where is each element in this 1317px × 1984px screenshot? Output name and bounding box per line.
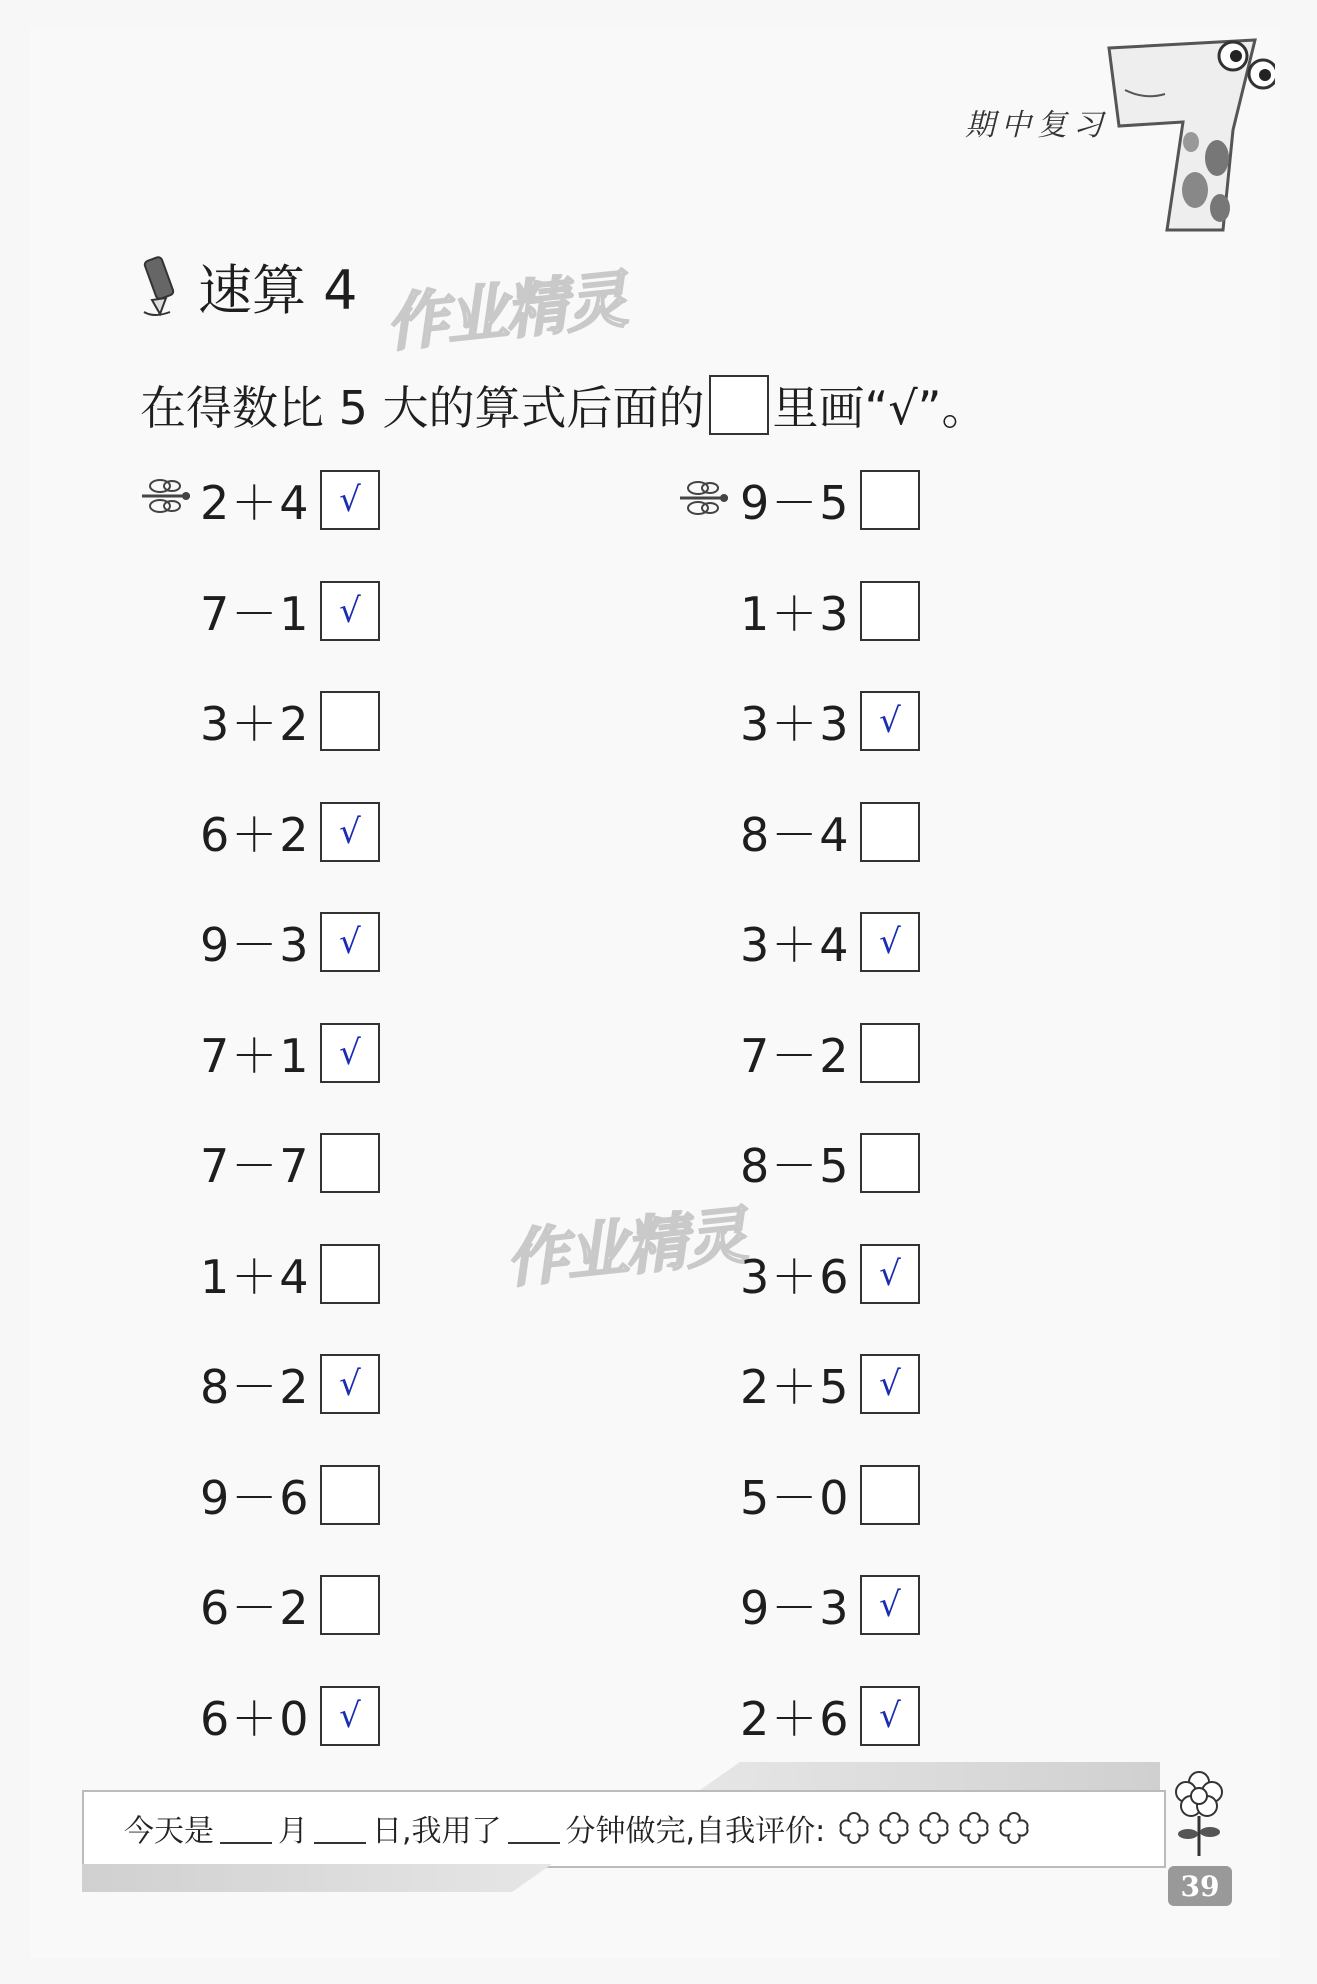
check-mark: √ (339, 1032, 361, 1073)
problem-expression: 8－4 (740, 807, 851, 862)
check-mark: √ (879, 922, 901, 962)
giraffe-seven-icon (1105, 30, 1275, 240)
problem-expression: 7＋1 (200, 1028, 311, 1083)
problem-expression: 2＋4 (200, 476, 311, 530)
answer-checkbox[interactable] (860, 1244, 920, 1304)
flower-icon (1168, 1768, 1230, 1858)
problem-expression: 7－1 (200, 586, 311, 641)
example-box (709, 375, 769, 435)
section-title (140, 248, 358, 325)
day-blank[interactable] (314, 1812, 366, 1844)
problem-item (200, 1686, 380, 1746)
problem-item (740, 1575, 920, 1635)
problem-item (200, 581, 380, 641)
problem-expression: 6＋2 (200, 807, 311, 862)
answer-checkbox[interactable] (320, 1354, 380, 1414)
answer-checkbox[interactable] (320, 1575, 380, 1635)
footer-decoration (700, 1762, 1160, 1790)
check-mark: √ (879, 1364, 901, 1404)
problem-expression: 7－2 (740, 1028, 851, 1083)
answer-checkbox[interactable] (860, 581, 920, 641)
answer-checkbox[interactable] (860, 1575, 920, 1635)
instruction (140, 372, 988, 438)
problem-item (200, 1244, 380, 1304)
pencil-icon (140, 256, 186, 318)
problem-item (200, 1133, 380, 1193)
check-mark: √ (339, 480, 361, 520)
footer-text-2: 月 (278, 1814, 308, 1849)
problem-expression: 1＋4 (200, 1249, 311, 1304)
problem-expression: 9－3 (740, 1581, 851, 1635)
problem-expression: 9－6 (200, 1470, 311, 1525)
check-mark: √ (339, 590, 361, 631)
problem-expression: 7－7 (200, 1139, 311, 1193)
footer-self-evaluation (124, 1806, 1033, 1850)
answer-checkbox[interactable] (860, 1465, 920, 1525)
answer-checkbox[interactable] (320, 470, 380, 530)
answer-checkbox[interactable] (320, 1023, 380, 1083)
instruction-text-before: 在得数比 5 大的算式后面的 (140, 381, 705, 435)
problem-expression: 9－3 (200, 918, 311, 972)
problem-expression: 6－2 (200, 1581, 311, 1635)
check-mark: √ (339, 922, 361, 962)
answer-checkbox[interactable] (320, 581, 380, 641)
problem-item (740, 912, 920, 972)
instruction-text-after: 里画“√”。 (772, 381, 988, 435)
check-mark: √ (879, 701, 901, 741)
watermark: 作业精灵 (502, 1198, 749, 1297)
problem-item (740, 1686, 920, 1746)
problem-item (200, 470, 380, 530)
answer-checkbox[interactable] (320, 1686, 380, 1746)
rating-flower-icon[interactable] (835, 1809, 873, 1847)
problem-item (200, 912, 380, 972)
rating-flower-icon[interactable] (995, 1809, 1033, 1847)
problem-item (200, 1575, 380, 1635)
check-mark: √ (879, 1695, 901, 1736)
problem-item (740, 1244, 920, 1304)
answer-checkbox[interactable] (860, 912, 920, 972)
answer-checkbox[interactable] (320, 1244, 380, 1304)
problem-item (740, 691, 920, 751)
problem-item (740, 581, 920, 641)
dragonfly-icon (676, 478, 730, 518)
check-mark: √ (339, 1364, 361, 1404)
problem-item (200, 1023, 380, 1083)
problem-expression: 2＋5 (740, 1360, 851, 1414)
answer-checkbox[interactable] (860, 691, 920, 751)
answer-checkbox[interactable] (860, 1133, 920, 1193)
problem-expression: 3＋6 (740, 1249, 851, 1304)
rating-flower-icon[interactable] (875, 1809, 913, 1847)
answer-checkbox[interactable] (860, 802, 920, 862)
minutes-blank[interactable] (508, 1812, 560, 1844)
answer-checkbox[interactable] (860, 470, 920, 530)
problem-item (200, 691, 380, 751)
month-blank[interactable] (220, 1812, 272, 1844)
answer-checkbox[interactable] (320, 691, 380, 751)
problem-expression: 8－5 (740, 1139, 851, 1193)
check-mark: √ (879, 1585, 901, 1625)
problem-expression: 3＋4 (740, 918, 851, 972)
problem-item (740, 1023, 920, 1083)
problem-item (740, 802, 920, 862)
problem-item (740, 1465, 920, 1525)
watermark: 作业精灵 (382, 262, 629, 361)
answer-checkbox[interactable] (320, 1133, 380, 1193)
problem-expression: 3＋2 (200, 697, 311, 751)
dragonfly-icon (138, 476, 192, 516)
problem-expression: 2＋6 (740, 1691, 851, 1746)
problem-item (740, 470, 920, 530)
check-mark: √ (879, 1253, 901, 1294)
problem-item (200, 1465, 380, 1525)
header-tag: 期中复习 (965, 108, 1109, 143)
answer-checkbox[interactable] (320, 1465, 380, 1525)
footer-text-1: 今天是 (124, 1814, 214, 1849)
problem-expression: 9－5 (740, 476, 851, 530)
answer-checkbox[interactable] (320, 912, 380, 972)
check-mark: √ (339, 1695, 361, 1736)
footer-text-4: 分钟做完,自我评价: (565, 1814, 826, 1849)
rating-flower-icon[interactable] (915, 1809, 953, 1847)
problem-expression: 5－0 (740, 1470, 851, 1525)
footer-decoration (82, 1864, 552, 1892)
answer-checkbox[interactable] (860, 1354, 920, 1414)
footer-text-3: 日,我用了 (372, 1814, 502, 1849)
page-number: 39 (1168, 1866, 1232, 1906)
problem-item (200, 802, 380, 862)
problem-expression: 8－2 (200, 1360, 311, 1414)
problem-expression: 6＋0 (200, 1691, 311, 1746)
problem-expression: 3＋3 (740, 697, 851, 751)
problem-item (740, 1133, 920, 1193)
problem-expression: 1＋3 (740, 586, 851, 641)
section-title-text: 速算 4 (198, 259, 358, 322)
answer-checkbox[interactable] (860, 1023, 920, 1083)
rating-flowers (835, 1809, 1033, 1847)
answer-checkbox[interactable] (320, 802, 380, 862)
answer-checkbox[interactable] (860, 1686, 920, 1746)
rating-flower-icon[interactable] (955, 1809, 993, 1847)
problem-item (740, 1354, 920, 1414)
problem-item (200, 1354, 380, 1414)
check-mark: √ (339, 811, 361, 852)
